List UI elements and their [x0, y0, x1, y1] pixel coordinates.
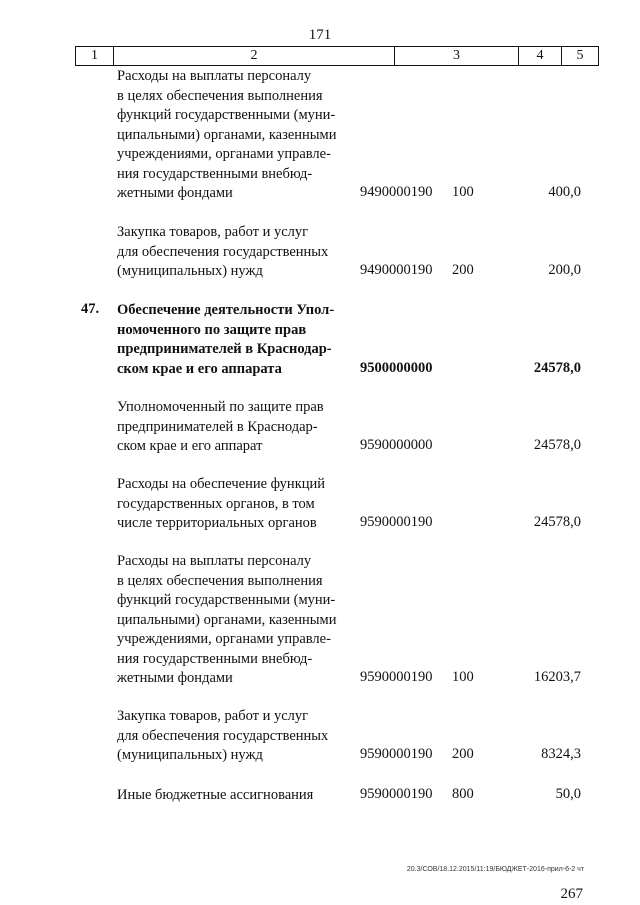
row-vr: 200	[452, 262, 474, 278]
row-code: 9590000000	[360, 437, 433, 453]
row-amount: 8324,3	[541, 746, 581, 762]
header-col-4: 4	[519, 47, 562, 65]
row-code: 9590000190	[360, 746, 433, 762]
row-code: 9590000190	[360, 786, 433, 802]
row-vr: 200	[452, 746, 474, 762]
row-code: 9590000190	[360, 669, 433, 685]
row-description: Закупка товаров, работ и услуг для обеспечения государственных (муниципальных) нужд	[117, 224, 329, 279]
row-description: Закупка товаров, работ и услуг для обеспечения государственных (муниципальных) нужд	[117, 708, 329, 763]
footer-document-code: 20.3/СОВ/18.12.2015/11:19/БЮДЖЕТ-2016-прил-6-2 чт	[406, 866, 584, 873]
row-code: 9590000190	[360, 514, 433, 530]
row-description: Расходы на обеспечение функций государственных органов, в том числе территориальных органов	[117, 476, 326, 531]
row-description: Расходы на выплаты персоналу в целях обеспечения выполнения функций государственными (муни- ципальными) органами, казенными учреждениями, органами управле- ния государственными внебюд- жетными фондами	[117, 553, 337, 686]
row-vr: 800	[452, 786, 474, 802]
header-col-3: 3	[395, 47, 519, 65]
table-header	[75, 46, 599, 66]
header-col-1: 1	[76, 47, 114, 65]
row-vr: 100	[452, 669, 474, 685]
row-number: 47.	[81, 301, 100, 317]
row-vr: 100	[452, 184, 474, 200]
row-code: 9500000000	[360, 360, 433, 376]
row-code: 9490000190	[360, 262, 433, 278]
header-col-2: 2	[114, 47, 395, 65]
row-amount: 24578,0	[533, 514, 581, 530]
row-amount: 16203,7	[533, 669, 581, 685]
row-amount: 200,0	[548, 262, 581, 278]
row-description: Уполномоченный по защите прав предпринимателей в Краснодар- ском крае и его аппарат	[117, 399, 324, 454]
row-amount: 24578,0	[533, 437, 581, 453]
row-amount: 24578,0	[533, 360, 581, 376]
row-code: 9490000190	[360, 184, 433, 200]
header-col-5: 5	[576, 48, 584, 63]
row-description: Иные бюджетные ассигнования	[117, 787, 314, 803]
row-amount: 50,0	[555, 786, 581, 802]
page-top-number: 171	[308, 27, 332, 43]
row-description: Обеспечение деятельности Упол- номоченного по защите прав предпринимателей в Краснодар- ском крае и его аппарата	[117, 302, 335, 377]
row-amount: 400,0	[548, 184, 581, 200]
page-bottom-number: 267	[560, 886, 583, 902]
row-description: Расходы на выплаты персоналу в целях обеспечения выполнения функций государственными (муни- ципальными) органами, казенными учреждениями, органами управле- ния государственными внебюд- жетными фондами	[117, 68, 337, 201]
